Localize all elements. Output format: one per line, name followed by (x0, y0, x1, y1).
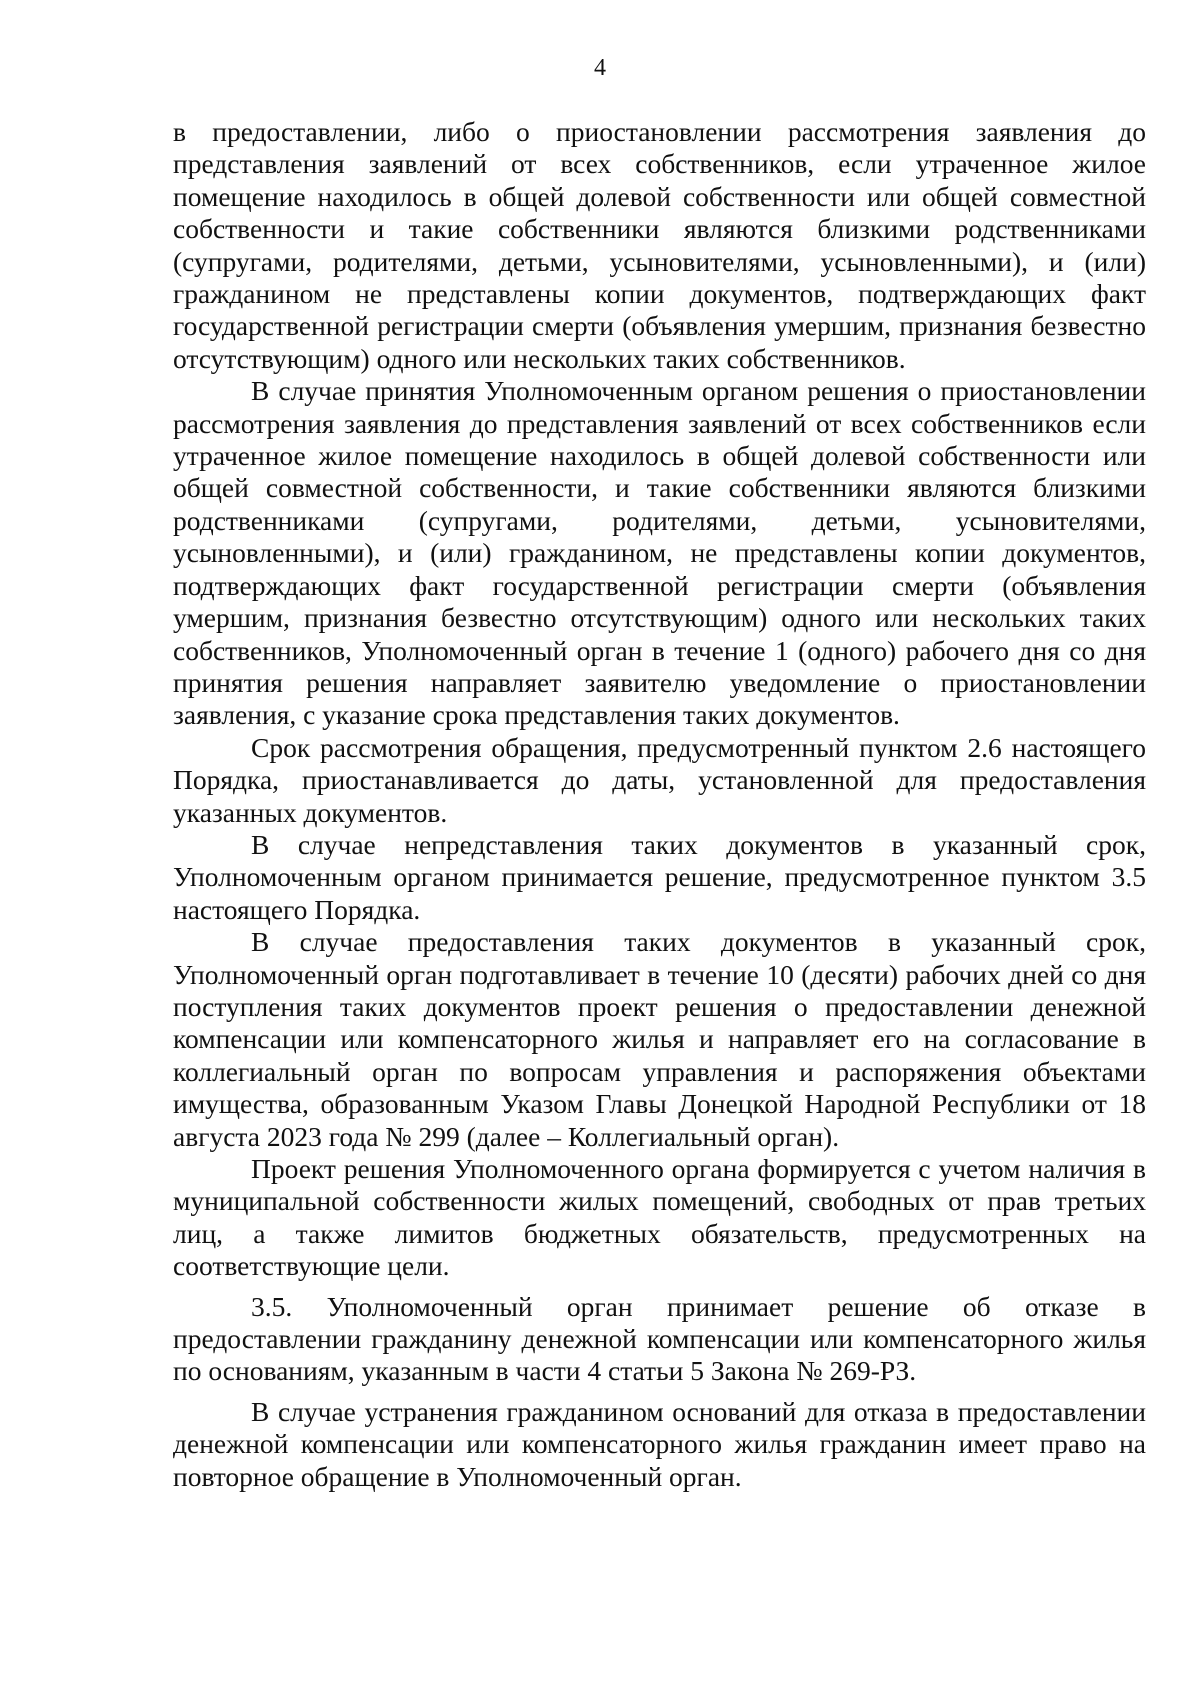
paragraph-repeat-application: В случае устранения гражданином оснований для отказа в предоставлении денежной компенсации или компенсаторного жилья гражданин имеет право на повторное обращение в Уполномоченный орган. (173, 1395, 1146, 1492)
paragraph-submission: В случае предоставления таких документов в указанный срок, Уполномоченный орган подготавливает в течение 10 (десяти) рабочих дней со дня поступления таких документов проект решения о предоставлении денежной компенсации или компенсаторного жилья и направляет его на согласование в коллегиальный орган по вопросам управления и распоряжения объектами имущества, образованным Указом Главы Донецкой Народной Республики от 18 августа 2023 года № 299 (далее – Коллегиальный орган). (173, 926, 1146, 1152)
paragraph-non-submission: В случае непредставления таких документов в указанный срок, Уполномоченным органом принимается решение, предусмотренное пунктом 3.5 настоящего Порядка. (173, 828, 1146, 925)
page-number: 4 (594, 55, 606, 81)
paragraph-draft-decision: Проект решения Уполномоченного органа формируется с учетом наличия в муниципальной собственности жилых помещений, свободных от прав третьих лиц, а также лимитов бюджетных обязательств, предусмотренных на соответствующие цели. (173, 1153, 1146, 1282)
paragraph-section-3-5: 3.5. Уполномоченный орган принимает решение об отказе в предоставлении гражданину денежной компенсации или компенсаторного жилья по основаниям, указанным в части 4 статьи 5 Закона № 269-РЗ. (173, 1290, 1146, 1387)
document-body (173, 116, 1146, 1493)
paragraph-review-period: Срок рассмотрения обращения, предусмотренный пунктом 2.6 настоящего Порядка, приостанавливается до даты, установленной для предоставления указанных документов. (173, 731, 1146, 828)
paragraph-continuation: в предоставлении, либо о приостановлении рассмотрения заявления до представления заявлений от всех собственников, если утраченное жилое помещение находилось в общей долевой собственности или общей совместной собственности и такие собственники являются близкими родственниками (супругами, родителями, детьми, усыновителями, усыновленными), и (или) гражданином не представлены копии документов, подтверждающих факт государственной регистрации смерти (объявления умершим, признания безвестно отсутствующим) одного или нескольких таких собственников. (173, 116, 1146, 374)
paragraph-suspension-decision: В случае принятия Уполномоченным органом решения о приостановлении рассмотрения заявления до представления заявлений от всех собственников если утраченное жилое помещение находилось в общей долевой собственности или общей совместной собственности, и такие собственники являются близкими родственниками (супругами, родителями, детьми, усыновителями, усыновленными), и (или) гражданином, не представлены копии документов, подтверждающих факт государственной регистрации смерти (объявления умершим, признания безвестно отсутствующим) одного или нескольких таких собственников, Уполномоченный орган в течение 1 (одного) рабочего дня со дня принятия решения направляет заявителю уведомление о приостановлении заявления, с указание срока представления таких документов. (173, 375, 1146, 731)
